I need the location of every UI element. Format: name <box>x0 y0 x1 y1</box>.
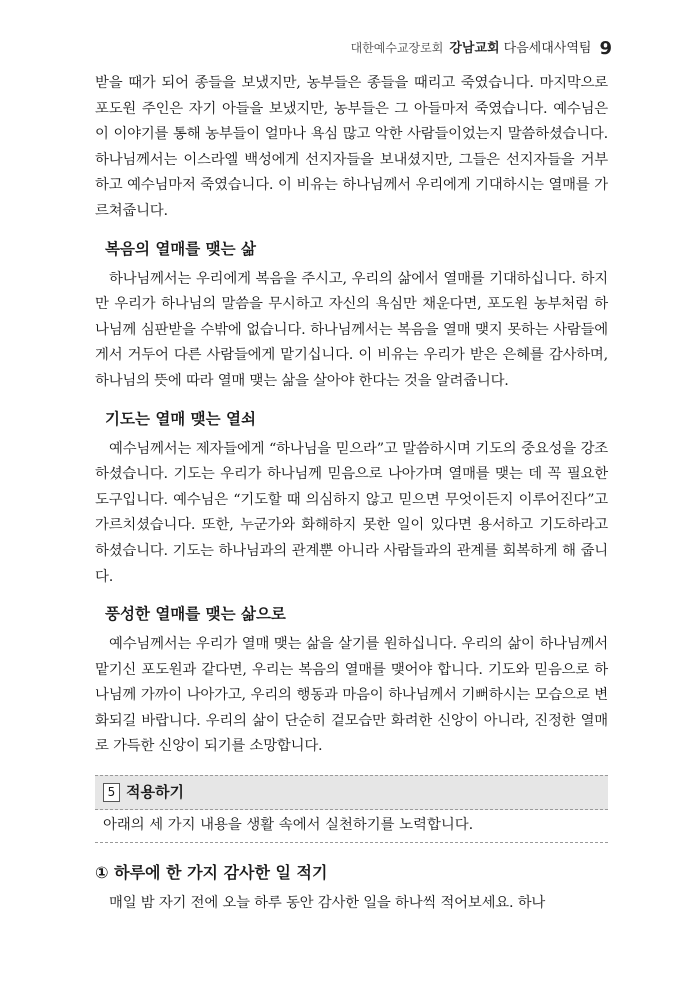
apply-heading <box>95 775 608 810</box>
section-title: 복음의 열매를 맺는 삶 <box>105 239 256 258</box>
page-number: 9 <box>599 38 612 59</box>
intro-paragraph: 받을 때가 되어 종들을 보냈지만, 농부들은 종들을 때리고 죽였습니다. 마지막으로 포도원 주인은 자기 아들을 보냈지만, 농부들은 그 아들마저 죽였습니다. 예수님은 이 이야기를 통해 농부들이 얼마나 욕심 많고 악한 사람들이었는지 말씀하셨습니다. 하나님께서는 이스라엘 백성에게 선지자들을 보내셨지만, 그들은 선지자들을 거부하고 예수님마저 죽였습니다. 이 비유는 하나님께서 우리에게 기대하시는 열매를 가르쳐줍니다. <box>95 75 608 219</box>
header-team: 다음세대사역팀 <box>503 41 592 56</box>
section-title: 풍성한 열매를 맺는 삶으로 <box>105 605 286 624</box>
section-title: 기도는 열매 맺는 열쇠 <box>105 409 256 428</box>
practice-title: ① 하루에 한 가지 감사한 일 적기 <box>95 863 328 883</box>
page-header <box>351 37 612 59</box>
practice-body: 매일 밤 자기 전에 오늘 하루 동안 감사한 일을 하나씩 적어보세요. 하나 <box>109 895 546 912</box>
header-org: 대한예수교장로회 <box>350 41 444 55</box>
apply-number-box: 5 <box>103 783 120 802</box>
section-body: 예수님께서는 제자들에게 “하나님을 믿으라”고 말씀하시며 기도의 중요성을 강조하셨습니다. 기도는 우리가 하나님께 믿음으로 나아가며 열매를 맺는 데 꼭 필요한 도구입니다. 예수님은 “기도할 때 의심하지 않고 믿으면 무엇이든지 이루어진다”고 가르치셨습니다. 또한, 누군가와 화해하지 못한 일이 있다면 용서하고 기도하라고 하셨습니다. 기도는 하나님과의 관계뿐 아니라 사람들과의 관계를 회복하게 해 줍니다. <box>95 440 608 585</box>
section-body: 예수님께서는 우리가 열매 맺는 삶을 살기를 원하십니다. 우리의 삶이 하나님께서 맡기신 포도원과 같다면, 우리는 복음의 열매를 맺어야 합니다. 기도와 믿음으로 하나님께 가까이 나아가고, 우리의 행동과 마음이 하나님께서 기뻐하시는 모습으로 변화되길 바랍니다. 우리의 삶이 단순히 겉모습만 화려한 신앙이 아니라, 진정한 열매로 가득한 신앙이 되기를 소망합니다. <box>95 636 608 755</box>
apply-description: 아래의 세 가지 내용을 생활 속에서 실천하기를 노력합니다. <box>95 810 608 843</box>
section-body: 하나님께서는 우리에게 복음을 주시고, 우리의 삶에서 열매를 기대하십니다. 하지만 우리가 하나님의 말씀을 무시하고 자신의 욕심만 채운다면, 포도원 농부처럼 하나님께 심판받을 수밖에 없습니다. 하나님께서는 복음을 열매 맺지 못하는 사람들에게서 거두어 다른 사람들에게 맡기십니다. 이 비유는 우리가 받은 은혜를 감사하며, 하나님의 뜻에 따라 열매 맺는 삶을 살아야 한다는 것을 알려줍니다. <box>95 270 608 389</box>
header-church: 강남교회 <box>449 41 500 56</box>
apply-title: 적용하기 <box>126 783 184 802</box>
page-content <box>95 71 608 917</box>
